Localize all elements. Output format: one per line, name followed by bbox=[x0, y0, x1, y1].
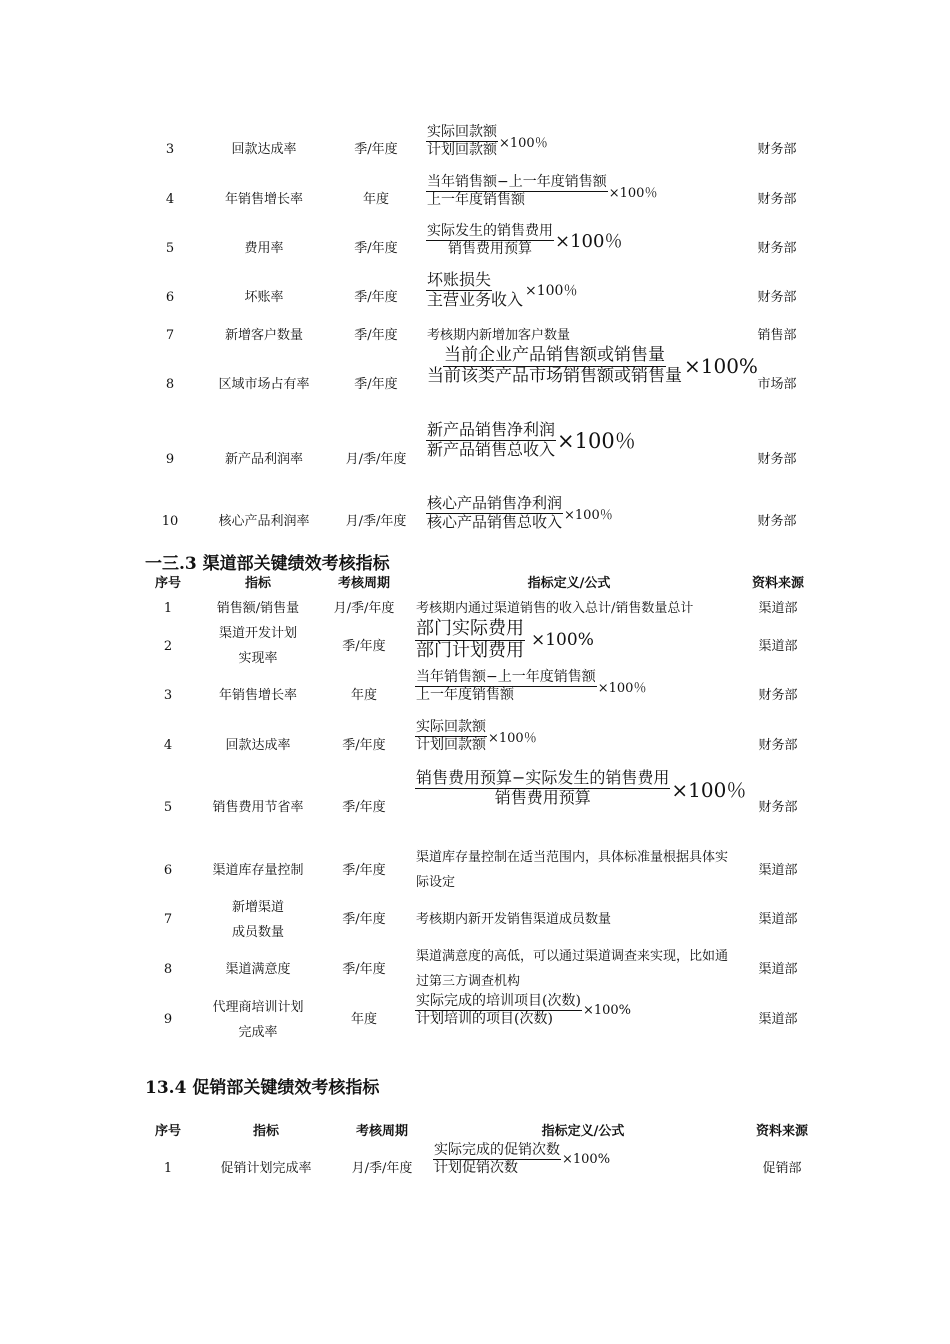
row-number: 1 bbox=[163, 1161, 173, 1176]
indicator-name: 代理商培训计划 bbox=[212, 1000, 304, 1015]
formula bbox=[426, 347, 758, 386]
indicator-name: 回款达成率 bbox=[225, 738, 291, 753]
formula-multiplier: ×100％ bbox=[555, 231, 623, 253]
formula-numerator: 实际完成的促销次数 bbox=[434, 1142, 560, 1158]
source: 渠道部 bbox=[758, 639, 798, 654]
header-source: 资料来源 bbox=[751, 576, 805, 591]
row-number: 6 bbox=[163, 863, 173, 878]
formula-multiplier: ×100% bbox=[582, 1002, 631, 1018]
indicator-name: 促销计划完成率 bbox=[220, 1161, 312, 1176]
header-indicator: 指标 bbox=[244, 576, 272, 591]
indicator-name: 核心产品利润率 bbox=[218, 514, 310, 529]
row-number: 5 bbox=[163, 800, 173, 815]
row-number: 8 bbox=[163, 962, 173, 977]
header-definition: 指标定义/公式 bbox=[527, 576, 611, 591]
header-period: 考核周期 bbox=[355, 1124, 409, 1139]
row-number: 9 bbox=[165, 452, 175, 467]
formula-numerator: 实际回款额 bbox=[416, 719, 486, 735]
indicator-name: 完成率 bbox=[238, 1025, 278, 1040]
formula-multiplier: ×100% bbox=[531, 630, 594, 651]
formula-denominator: 计划培训的项目(次数) bbox=[416, 1010, 553, 1027]
source: 市场部 bbox=[757, 377, 797, 392]
formula-multiplier: ×100% bbox=[684, 354, 758, 379]
formula-denominator: 上一年度销售额 bbox=[427, 191, 525, 208]
period: 季/年度 bbox=[354, 241, 398, 256]
definition: 考核期内通过渠道销售的收入总计/销售数量总计 bbox=[416, 601, 694, 616]
indicator-name: 回款达成率 bbox=[231, 142, 297, 157]
source: 渠道部 bbox=[758, 912, 798, 927]
period: 月/季/年度 bbox=[345, 514, 407, 529]
source: 财务部 bbox=[757, 452, 797, 467]
indicator-name: 成员数量 bbox=[231, 925, 285, 940]
row-number: 6 bbox=[165, 290, 175, 305]
indicator-name: 销售费用节省率 bbox=[212, 800, 304, 815]
period: 季/年度 bbox=[354, 377, 398, 392]
formula-denominator: 计划回款额 bbox=[416, 736, 486, 753]
formula-multiplier: ×100％ bbox=[564, 507, 613, 523]
header-number: 序号 bbox=[154, 1124, 182, 1139]
source: 渠道部 bbox=[758, 1012, 798, 1027]
indicator-name: 渠道满意度 bbox=[225, 962, 291, 977]
header-number: 序号 bbox=[154, 576, 182, 591]
period: 年度 bbox=[362, 192, 390, 207]
indicator-name: 销售额/销售量 bbox=[216, 601, 300, 616]
formula bbox=[426, 175, 657, 207]
indicator-name: 新增客户数量 bbox=[224, 328, 304, 343]
header-indicator: 指标 bbox=[252, 1124, 280, 1139]
formula bbox=[426, 496, 613, 531]
row-number: 7 bbox=[163, 912, 173, 927]
indicator-name: 年销售增长率 bbox=[218, 688, 298, 703]
formula-denominator: 主营业务收入 bbox=[427, 289, 524, 309]
indicator-name: 费用率 bbox=[244, 241, 284, 256]
formula bbox=[426, 224, 622, 256]
formula bbox=[426, 422, 636, 459]
section-title: 一三.3 渠道部关键绩效考核指标 bbox=[145, 554, 390, 574]
period: 季/年度 bbox=[342, 800, 386, 815]
row-number: 3 bbox=[165, 142, 175, 157]
period: 季/年度 bbox=[342, 738, 386, 753]
indicator-name: 实现率 bbox=[238, 651, 278, 666]
indicator-name: 渠道库存量控制 bbox=[212, 863, 304, 878]
definition: 考核期内新开发销售渠道成员数量 bbox=[416, 912, 612, 927]
formula-denominator: 销售费用预算 bbox=[494, 787, 591, 807]
row-number: 4 bbox=[165, 192, 175, 207]
row-number: 9 bbox=[163, 1012, 173, 1027]
formula-multiplier: ×100% bbox=[562, 1151, 611, 1167]
period: 月/季/年度 bbox=[351, 1161, 413, 1176]
section-title: 13.4 促销部关键绩效考核指标 bbox=[145, 1078, 380, 1098]
source: 财务部 bbox=[757, 192, 797, 207]
source: 财务部 bbox=[758, 800, 798, 815]
formula-multiplier: ×100％ bbox=[488, 730, 537, 746]
row-number: 5 bbox=[165, 241, 175, 256]
formula-numerator: 部门实际费用 bbox=[416, 618, 524, 639]
formula bbox=[415, 720, 537, 752]
source: 销售部 bbox=[757, 328, 797, 343]
formula-multiplier: ×100％ bbox=[499, 135, 548, 151]
formula-multiplier: ×100％ bbox=[671, 777, 747, 802]
formula bbox=[415, 620, 594, 661]
row-number: 2 bbox=[163, 639, 173, 654]
definition: 渠道库存量控制在适当范围内，具体标准量根据具体实际设定 bbox=[416, 850, 729, 890]
row-number: 3 bbox=[163, 688, 173, 703]
formula-numerator: 实际发生的销售费用 bbox=[427, 223, 553, 239]
formula-numerator: 实际回款额 bbox=[427, 124, 497, 140]
formula-denominator: 部门计划费用 bbox=[416, 639, 524, 661]
formula-denominator: 销售费用预算 bbox=[448, 240, 532, 257]
formula-numerator: 销售费用预算−实际发生的销售费用 bbox=[416, 768, 670, 787]
formula-numerator: 核心产品销售净利润 bbox=[427, 494, 563, 512]
indicator-name: 年销售增长率 bbox=[224, 192, 304, 207]
source: 渠道部 bbox=[758, 601, 798, 616]
indicator-name: 区域市场占有率 bbox=[218, 377, 310, 392]
period: 季/年度 bbox=[342, 863, 386, 878]
formula bbox=[426, 272, 577, 309]
formula-numerator: 实际完成的培训项目(次数) bbox=[416, 993, 581, 1009]
period: 季/年度 bbox=[354, 290, 398, 305]
source: 渠道部 bbox=[758, 863, 798, 878]
row-number: 10 bbox=[161, 514, 179, 529]
formula-numerator: 坏账损失 bbox=[427, 270, 492, 289]
source: 促销部 bbox=[762, 1161, 802, 1176]
indicator-name: 新产品利润率 bbox=[224, 452, 304, 467]
formula-numerator: 当前企业产品销售额或销售量 bbox=[444, 345, 665, 365]
formula-denominator: 当前该类产品市场销售额或销售量 bbox=[427, 365, 682, 386]
period: 季/年度 bbox=[354, 328, 398, 343]
formula-multiplier: ×100％ bbox=[525, 283, 578, 300]
row-number: 8 bbox=[165, 377, 175, 392]
formula bbox=[415, 670, 646, 702]
indicator-name: 坏账率 bbox=[244, 290, 284, 305]
formula-denominator: 新产品销售总收入 bbox=[427, 439, 556, 459]
period: 月/季/年度 bbox=[345, 452, 407, 467]
period: 季/年度 bbox=[342, 962, 386, 977]
row-number: 4 bbox=[163, 738, 173, 753]
definition: 渠道满意度的高低，可以通过渠道调查来实现，比如通过第三方调查机构 bbox=[416, 949, 729, 989]
row-number: 1 bbox=[163, 601, 173, 616]
formula-multiplier: ×100％ bbox=[608, 185, 658, 201]
formula bbox=[415, 770, 746, 807]
period: 季/年度 bbox=[342, 639, 386, 654]
formula bbox=[433, 1143, 610, 1175]
formula-denominator: 上一年度销售额 bbox=[416, 686, 514, 703]
period: 年度 bbox=[350, 688, 378, 703]
definition: 考核期内新增加客户数量 bbox=[427, 328, 571, 343]
formula-numerator: 当年销售额−上一年度销售额 bbox=[416, 669, 596, 685]
formula-numerator: 当年销售额−上一年度销售额 bbox=[427, 174, 607, 190]
formula-denominator: 核心产品销售总收入 bbox=[427, 512, 563, 531]
source: 财务部 bbox=[758, 688, 798, 703]
indicator-name: 渠道开发计划 bbox=[218, 626, 298, 641]
period: 年度 bbox=[350, 1012, 378, 1027]
source: 渠道部 bbox=[758, 962, 798, 977]
source: 财务部 bbox=[757, 142, 797, 157]
source: 财务部 bbox=[757, 514, 797, 529]
header-period: 考核周期 bbox=[337, 576, 391, 591]
formula-numerator: 新产品销售净利润 bbox=[427, 420, 556, 439]
source: 财务部 bbox=[757, 241, 797, 256]
period: 月/季/年度 bbox=[333, 601, 395, 616]
formula bbox=[426, 125, 548, 157]
formula-denominator: 计划促销次数 bbox=[434, 1159, 518, 1176]
formula-denominator: 计划回款额 bbox=[427, 141, 497, 158]
header-definition: 指标定义/公式 bbox=[541, 1124, 625, 1139]
source: 财务部 bbox=[758, 738, 798, 753]
source: 财务部 bbox=[757, 290, 797, 305]
indicator-name: 新增渠道 bbox=[231, 900, 285, 915]
header-source: 资料来源 bbox=[755, 1124, 809, 1139]
formula bbox=[415, 994, 631, 1026]
period: 季/年度 bbox=[354, 142, 398, 157]
formula-multiplier: ×100％ bbox=[597, 680, 647, 696]
row-number: 7 bbox=[165, 328, 175, 343]
period: 季/年度 bbox=[342, 912, 386, 927]
formula-multiplier: ×100％ bbox=[557, 429, 636, 454]
